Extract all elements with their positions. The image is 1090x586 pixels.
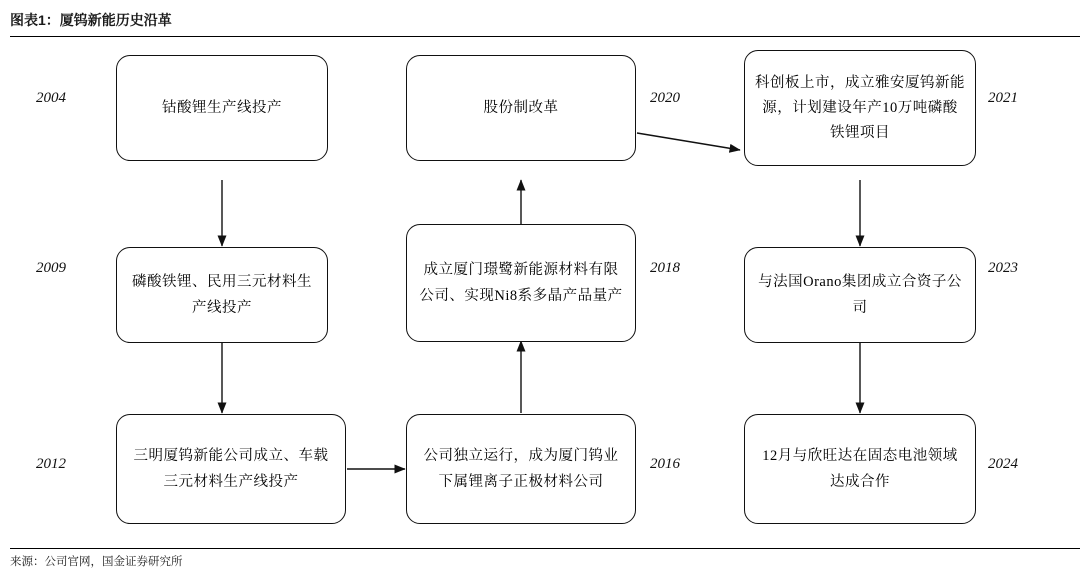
year-label-2018: 2018 (650, 260, 680, 276)
history-timeline-diagram (0, 38, 1090, 546)
year-label-2020: 2020 (650, 90, 680, 106)
event-node-2004: 钴酸锂生产线投产 (116, 55, 328, 161)
figure-title-bar (10, 10, 1080, 38)
year-label-2012: 2012 (36, 456, 66, 472)
event-node-2012: 三明厦钨新能公司成立、车载三元材料生产线投产 (116, 414, 346, 524)
event-node-2009: 磷酸铁锂、民用三元材料生产线投产 (116, 247, 328, 343)
event-node-2016: 公司独立运行，成为厦门钨业下属锂离子正极材料公司 (406, 414, 636, 524)
event-node-2023: 与法国Orano集团成立合资子公司 (744, 247, 976, 343)
event-node-2020: 股份制改革 (406, 55, 636, 161)
year-label-2021: 2021 (988, 90, 1018, 106)
year-label-2024: 2024 (988, 456, 1018, 472)
year-label-2023: 2023 (988, 260, 1018, 276)
year-label-2009: 2009 (36, 260, 66, 276)
year-label-2016: 2016 (650, 456, 680, 472)
year-label-2004: 2004 (36, 90, 66, 106)
source-note: 来源：公司官网，国金证券研究所 (10, 556, 183, 568)
event-node-2021: 科创板上市，成立雅安厦钨新能源，计划建设年产10万吨磷酸铁锂项目 (744, 50, 976, 166)
page-title: 图表1：厦钨新能历史沿革 (10, 12, 172, 28)
event-node-2018: 成立厦门璟鹭新能源材料有限公司、实现Ni8系多晶产品量产 (406, 224, 636, 342)
event-node-2024: 12月与欣旺达在固态电池领域达成合作 (744, 414, 976, 524)
title-divider (10, 36, 1080, 37)
footer-divider (10, 548, 1080, 549)
